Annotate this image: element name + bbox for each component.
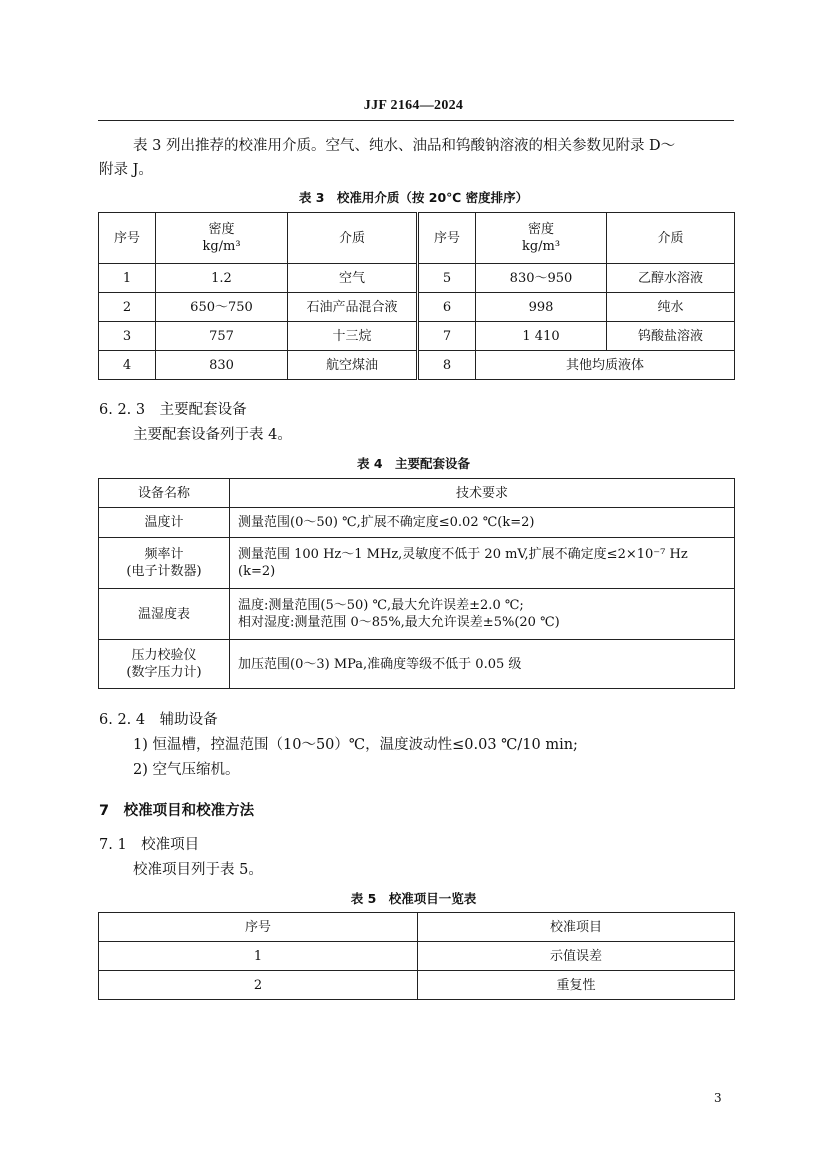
cell-seq: 1	[99, 942, 418, 971]
table-row	[99, 264, 735, 293]
table4-head-name: 设备名称	[99, 479, 230, 508]
cell-seq: 7	[418, 322, 476, 351]
cell-equipment: 压力校验仪 (数字压力计)	[99, 640, 230, 689]
table3-head-seq-right: 序号	[418, 213, 476, 264]
cell-equipment: 温湿度表	[99, 589, 230, 640]
table-row	[99, 508, 735, 538]
table3-head-medium: 介质	[288, 213, 418, 264]
table3-head-seq: 序号	[99, 213, 156, 264]
cell-density: 1 410	[476, 322, 607, 351]
cell-seq: 3	[99, 322, 156, 351]
cell-density: 757	[156, 322, 288, 351]
cell-seq: 6	[418, 293, 476, 322]
table-row	[99, 589, 735, 640]
cell-density: 998	[476, 293, 607, 322]
cell-seq: 2	[99, 971, 418, 1000]
table5-header-row	[99, 913, 735, 942]
cell-seq: 1	[99, 264, 156, 293]
table5-caption: 表 5 校准项目一览表	[350, 891, 477, 906]
table3	[98, 212, 735, 380]
table-row	[99, 942, 735, 971]
table4-head-req: 技术要求	[230, 479, 735, 508]
cell-seq: 4	[99, 351, 156, 380]
table4-caption: 表 4 主要配套设备	[356, 456, 471, 471]
cell-requirement: 测量范围 100 Hz～1 MHz,灵敏度不低于 20 mV,扩展不确定度≤2×10⁻⁷ Hz (k=2)	[230, 538, 735, 589]
section-7-1-heading: 7. 1 校准项目	[99, 837, 200, 853]
cell-medium: 钨酸盐溶液	[607, 322, 735, 351]
cell-medium: 十三烷	[288, 322, 418, 351]
cell-requirement: 测量范围(0～50) ℃,扩展不确定度≤0.02 ℃(k=2)	[230, 508, 735, 538]
table-row	[99, 293, 735, 322]
cell-equipment: 频率计 (电子计数器)	[99, 538, 230, 589]
cell-medium: 纯水	[607, 293, 735, 322]
intro-line-1: 表 3 列出推荐的校准用介质。空气、纯水、油品和钨酸钠溶液的相关参数见附录 D～	[133, 138, 676, 154]
cell-equipment: 温度计	[99, 508, 230, 538]
header-rule	[98, 120, 734, 121]
table3-caption: 表 3 校准用介质（按 20℃ 密度排序）	[298, 190, 529, 205]
section-7-heading: 7 校准项目和校准方法	[99, 803, 255, 819]
document-id: JJF 2164—2024	[363, 98, 464, 113]
cell-item: 示值误差	[418, 942, 735, 971]
density-unit: kg/m³	[521, 239, 561, 254]
table-row	[99, 640, 735, 689]
cell-density: 1.2	[156, 264, 288, 293]
table3-head-density: 密度 kg/m³	[156, 213, 288, 264]
intro-line-2: 附录 J。	[99, 162, 153, 178]
table4-header-row	[99, 479, 735, 508]
cell-seq: 2	[99, 293, 156, 322]
cell-medium: 乙醇水溶液	[607, 264, 735, 293]
table5-head-item: 校准项目	[418, 913, 735, 942]
section-6-2-3-heading: 6. 2. 3 主要配套设备	[99, 402, 247, 418]
section-6-2-3-text: 主要配套设备列于表 4。	[133, 427, 292, 443]
cell-density: 830	[156, 351, 288, 380]
table3-head-density-right: 密度 kg/m³	[476, 213, 607, 264]
table-row	[99, 351, 735, 380]
table4	[98, 478, 735, 689]
table3-head-medium-right: 介质	[607, 213, 735, 264]
cell-requirement: 加压范围(0～3) MPa,准确度等级不低于 0.05 级	[230, 640, 735, 689]
section-6-2-4-heading: 6. 2. 4 辅助设备	[99, 712, 218, 728]
cell-medium: 空气	[288, 264, 418, 293]
aux-item-2: 2) 空气压缩机。	[133, 762, 240, 778]
aux-item-1: 1) 恒温槽，控温范围（10～50）℃，温度波动性≤0.03 ℃/10 min;	[133, 737, 578, 753]
cell-medium: 航空煤油	[288, 351, 418, 380]
cell-requirement: 温度:测量范围(5～50) ℃,最大允许误差±2.0 ℃; 相对湿度:测量范围 0～85%,最大允许误差±5%(20 ℃)	[230, 589, 735, 640]
cell-seq: 8	[418, 351, 476, 380]
cell-density: 650～750	[156, 293, 288, 322]
table5-head-seq: 序号	[99, 913, 418, 942]
cell-merged-medium: 其他均质液体	[476, 351, 735, 380]
table5	[98, 912, 735, 1000]
cell-density: 830～950	[476, 264, 607, 293]
cell-medium: 石油产品混合液	[288, 293, 418, 322]
section-7-1-text: 校准项目列于表 5。	[133, 862, 263, 878]
page-number: 3	[714, 1091, 722, 1105]
table-row	[99, 322, 735, 351]
cell-item: 重复性	[418, 971, 735, 1000]
density-unit: kg/m³	[202, 239, 241, 254]
table-row	[99, 971, 735, 1000]
table-row	[99, 538, 735, 589]
cell-seq: 5	[418, 264, 476, 293]
table3-header-row	[99, 213, 735, 264]
